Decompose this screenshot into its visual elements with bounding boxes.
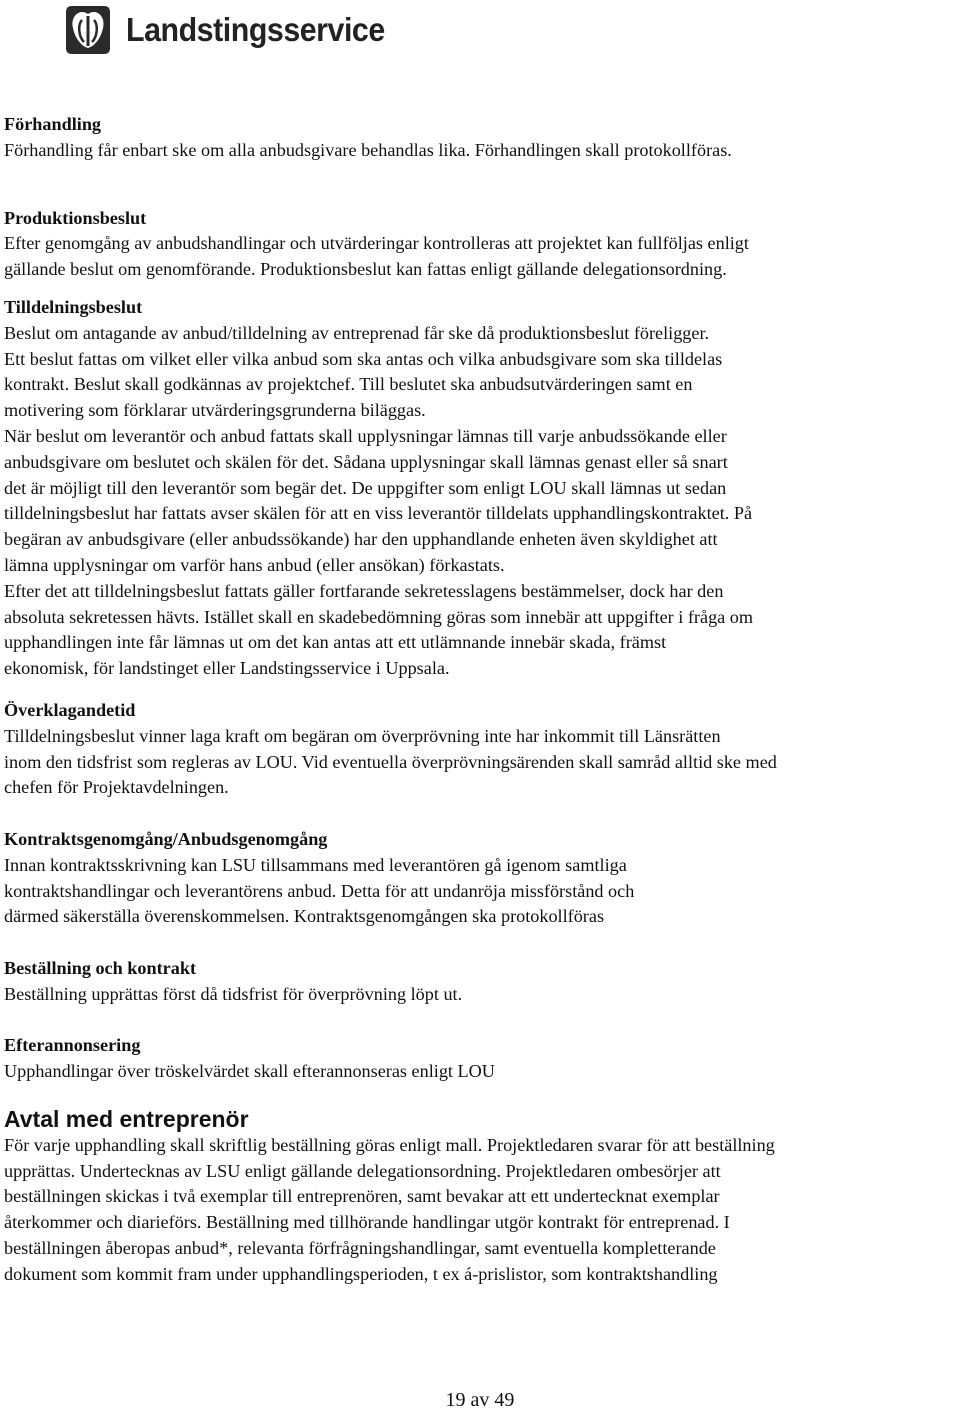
paragraph [4,1133,958,1288]
text-line: ekonomisk, för landstinget eller Landstingsservice i Uppsala. [4,658,450,679]
section-heading: Produktionsbeslut [4,207,147,228]
page-header [60,2,407,58]
text-line: Beställning upprättas först då tidsfrist för överprövning löpt ut. [4,983,463,1004]
text-line: tilldelningsbeslut har fattats avser skälen för att en viss leverantör tilldelats upphandlingskontraktet. På [4,503,753,524]
text-line: inom den tidsfrist som regleras av LOU. Vid eventuella överprövningsärenden skall samråd alltid ske med [4,751,777,772]
text-line: motivering som förklarar utvärderingsgrunderna biläggas. [4,400,426,421]
paragraph [4,321,958,682]
text-line: beställningen skickas i två exemplar till entreprenören, samt bevakar att ett undertecknat exemplar [4,1186,720,1207]
text-line: återkommer och diarieförs. Beställning med tillhörande handlingar utgör kontrakt för entreprenad. I [4,1212,730,1233]
section-heading: Kontraktsgenomgång/Anbudsgenomgång [4,828,328,849]
text-line: gällande beslut om genomförande. Produktionsbeslut kan fattas enligt gällande delegationsordning. [4,259,727,280]
section-heading: Efterannonsering [4,1035,141,1056]
text-line: När beslut om leverantör och anbud fattats skall upplysningar lämnas till varje anbudssökande eller [4,425,727,446]
text-line: därmed säkerställa överenskommelsen. Kontraktsgenomgången ska protokollföras [4,906,605,927]
paragraph [4,853,958,930]
text-line: lämna upplysningar om varför hans anbud (eller ansökan) förkastats. [4,554,505,575]
section-bestallning [4,956,958,1008]
text-line: dokument som kommit fram under upphandlingsperioden, t ex á-prislistor, som kontraktshandling [4,1263,718,1284]
text-line: upprättas. Undertecknas av LSU enligt gällande delegationsordning. Projektledaren ombesörjer att [4,1160,721,1181]
text-line: chefen för Projektavdelningen. [4,777,229,798]
section-heading: Överklagandetid [4,699,136,720]
text-line: Innan kontraktsskrivning kan LSU tillsammans med leverantören gå igenom samtliga [4,854,627,875]
text-line: anbudsgivare om beslutet och skälen för det. Sådana upplysningar skall lämnas genast eller så snart [4,451,728,472]
section-produktionsbeslut [4,206,958,283]
paragraph [4,982,958,1008]
section-avtal-med-entreprenor [4,1105,958,1288]
text-line: Efter genomgång av anbudshandlingar och utvärderingar kontrolleras att projektet kan fullföljas enligt [4,233,749,254]
document-body [4,112,958,1313]
section-forhandling [4,112,958,164]
text-line: begäran av anbudsgivare (eller anbudssökande) har den upphandlande enheten även skyldighet att [4,529,718,550]
text-line: kontraktshandlingar och leverantörens anbud. Detta för att undanröja missförstånd och [4,880,635,901]
text-line: upphandlingen inte får lämnas ut om det kan antas att ett utlämnande innebär skada, främst [4,632,667,653]
text-line: beställningen åberopas anbud*, relevanta förfrågningshandlingar, samt eventuella kompletterande [4,1238,716,1259]
main-heading: Avtal med entreprenör [4,1105,249,1132]
section-heading: Tilldelningsbeslut [4,296,143,317]
section-heading: Beställning och kontrakt [4,957,197,978]
landstingsservice-logo-icon [60,2,116,58]
page-number: 19 av 49 [445,1389,515,1411]
text-line: Förhandling får enbart ske om alla anbudsgivare behandlas lika. Förhandlingen skall protokollföras. [4,139,732,160]
text-line: det är möjligt till den leverantör som begär det. De uppgifter som enligt LOU skall lämnas ut sedan [4,477,727,498]
paragraph [4,138,958,164]
text-line: Efter det att tilldelningsbeslut fattats gäller fortfarande sekretesslagens bestämmelser, dock har den [4,580,724,601]
paragraph [4,231,958,283]
text-line: För varje upphandling skall skriftlig beställning göras enligt mall. Projektledaren svarar för att beställning [4,1134,775,1155]
text-line: Ett beslut fattas om vilket eller vilka anbud som ska antas och vilka anbudsgivare som ska tilldelas [4,348,723,369]
text-line: Tilldelningsbeslut vinner laga kraft om begäran om överprövning inte har inkommit till Länsrätten [4,725,721,746]
text-line: Beslut om antagande av anbud/tilldelning av entreprenad får ske då produktionsbeslut föreligger. [4,322,710,343]
paragraph [4,724,958,801]
paragraph [4,1059,958,1085]
section-kontraktsgenomgang [4,827,958,930]
logo-text: Landstingsservice [126,11,385,48]
section-overklagandetid [4,698,958,801]
section-tilldelningsbeslut [4,295,958,682]
text-line: Upphandlingar över tröskelvärdet skall efterannonseras enligt LOU [4,1061,495,1082]
text-line: absoluta sekretessen hävts. Istället skall en skadebedömning göras som innebär att uppgifter i fråga om [4,606,754,627]
section-efterannonsering [4,1033,958,1085]
text-line: kontrakt. Beslut skall godkännas av projektchef. Till beslutet ska anbudsutvärderingen samt en [4,374,693,395]
section-heading: Förhandling [4,114,102,134]
